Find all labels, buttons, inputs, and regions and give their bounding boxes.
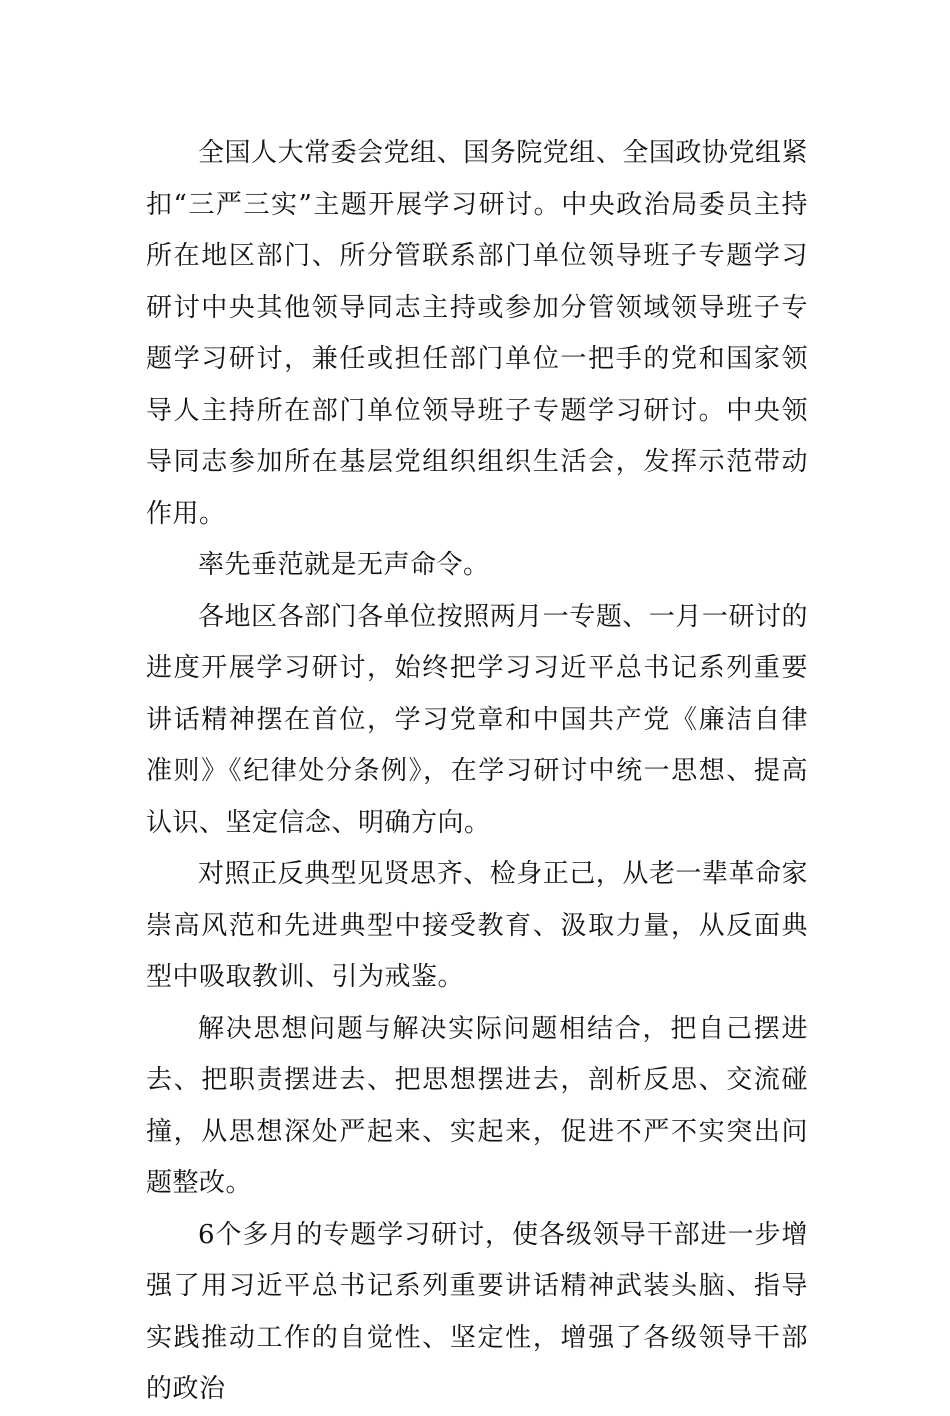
- paragraph-2: 率先垂范就是无声命令。: [198, 550, 490, 580]
- paragraph-4: 对照正反典型见贤思齐、检身正己，从老一辈革命家崇高风范和先进典型中接受教育、汲取力量，从反面典型中吸取教训、引为戒鉴。: [146, 859, 808, 992]
- paragraph-5: 解决思想问题与解决实际问题相结合，把自己摆进去、把职责摆进去、把思想摆进去，剖析反思、交流碰撞，从思想深处严起来、实起来，促进不严不实突出问题整改。: [146, 1013, 808, 1198]
- paragraph-3: 各地区各部门各单位按照两月一专题、一月一研讨的进度开展学习研讨，始终把学习习近平总书记系列重要讲话精神摆在首位，学习党章和中国共产党《廉洁自律准则》《纪律处分条例》，在学习研讨中统一思想、提高认识、坚定信念、明确方向。: [146, 601, 808, 838]
- paragraph-6: 6个多月的专题学习研讨，使各级领导干部进一步增强了用习近平总书记系列重要讲话精神武装头脑、指导实践推动工作的自觉性、坚定性，增强了各级领导干部的政治: [146, 1219, 808, 1404]
- paragraph-1: 全国人大常委会党组、国务院党组、全国政协党组紧扣“三严三实”主题开展学习研讨。中央政治局委员主持所在地区部门、所分管联系部门单位领导班子专题学习研讨中央其他领导同志主持或参加分管领域领导班子专题学习研讨，兼任或担任部门单位一把手的党和国家领导人主持所在部门单位领导班子专题学习研讨。中央领导同志参加所在基层党组织组织生活会，发挥示范带动作用。: [146, 138, 808, 529]
- document-body: [146, 128, 808, 1416]
